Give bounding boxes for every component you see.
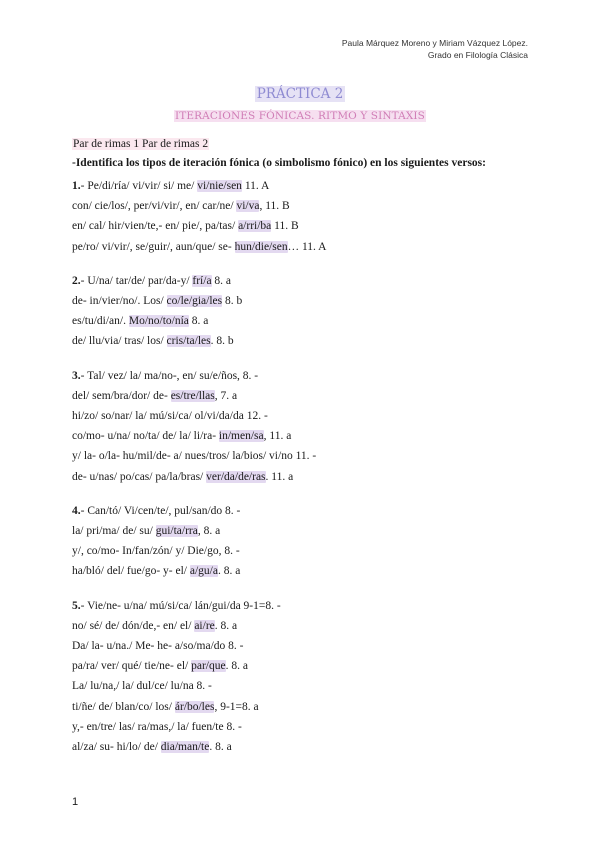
verse-text: al/za/ su- hi/lo/ de/	[72, 741, 161, 753]
verse-line	[72, 700, 259, 714]
verse-metrics: 11. A	[241, 180, 270, 192]
rhyme-highlight: ár/bo/les	[174, 700, 215, 713]
rhyme-highlight: hun/die/sen	[234, 240, 288, 253]
author-line: Paula Márquez Moreno y Miriam Vázquez López.	[341, 38, 528, 48]
verse-line	[72, 294, 242, 308]
verse-line	[72, 564, 240, 578]
verse-metrics: . 8. a	[209, 741, 232, 753]
verse-metrics: 11. B	[271, 220, 299, 233]
verse-metrics: 8. a	[211, 274, 232, 287]
verse-line	[72, 409, 268, 423]
verse-line	[72, 659, 248, 673]
verse-text: - Tal/ vez/ la/ ma/no-, en/ su/e/ños, 8. -	[80, 369, 259, 382]
verse-metrics: , 8. a	[197, 525, 221, 537]
subtitle-text: ITERACIONES FÓNICAS. RITMO Y SINTAXIS	[175, 110, 425, 122]
verse-line	[72, 389, 237, 403]
verse-metrics: , 9-1=8. a	[214, 700, 259, 713]
verse-metrics: 8. b	[222, 295, 243, 307]
stanza-number: 4.	[72, 504, 81, 517]
verse-text: en/ cal/ hir/vien/te,- en/ pie/, pa/tas/	[72, 220, 239, 233]
verse-text: pa/ra/ ver/ qué/ tie/ne- el/	[72, 660, 192, 673]
verse-line	[72, 639, 244, 653]
verse-line	[72, 599, 281, 613]
rhyme-highlight: vi/va	[236, 200, 260, 213]
verse-text: de- in/vier/no/. Los/	[72, 295, 167, 307]
rhyme-highlight: Mo/no/to/nía	[128, 315, 189, 328]
verse-line	[72, 199, 290, 213]
verse-metrics: . 11. a	[265, 470, 294, 483]
page-number: 1	[72, 796, 79, 808]
verse-line	[72, 619, 237, 633]
verse-line	[72, 240, 326, 254]
verse-line	[72, 369, 258, 383]
verse-metrics: , 7. a	[214, 389, 238, 402]
instruction: -Identifica los tipos de iteración fónica (o simbolismo fónico) en los siguientes versos:	[72, 157, 486, 169]
rhyme-highlight: vi/nie/sen	[197, 180, 242, 192]
verse-metrics: . 8. a	[225, 660, 248, 673]
rhyme-highlight: ver/da/de/ras	[206, 470, 266, 483]
verse-text: ti/ñe/ de/ blan/co/ los/	[72, 700, 175, 713]
verse-text: y/, co/mo- In/fan/zón/ y/ Die/go, 8. -	[72, 545, 240, 558]
verse-text: y/ la- o/la- hu/mil/de- a/ nues/tros/ la/bios/ vi/no 11. -	[72, 450, 317, 463]
rhyme-highlight: a/gu/a	[189, 565, 218, 578]
degree-line: Grado en Filología Clásica	[427, 50, 528, 60]
verse-line	[72, 740, 232, 754]
title-text: PRÁCTICA 2	[256, 86, 344, 102]
rhyme-highlight: es/tre/llas	[170, 389, 215, 402]
verse-text: es/tu/di/an/.	[72, 315, 129, 328]
verse-text: no/ sé/ de/ dón/de,- en/ el/	[72, 619, 195, 632]
verse-text: de- u/nas/ po/cas/ pa/la/bras/	[72, 470, 207, 483]
verse-metrics: … 11. A	[287, 240, 327, 253]
verse-text: Da/ la- u/na./ Me- he- a/so/ma/do 8. -	[72, 640, 244, 652]
verse-text: y,- en/tre/ las/ ra/mas,/ la/ fuen/te 8. -	[72, 720, 242, 733]
verse-line	[72, 334, 234, 348]
stanza-number: 1.	[72, 180, 81, 192]
verse-line	[72, 274, 231, 288]
verse-text: de/ llu/via/ tras/ los/	[72, 335, 167, 348]
verse-text: La/ lu/na,/ la/ dul/ce/ lu/na 8. -	[72, 680, 212, 693]
stanza-number: 5.	[72, 599, 81, 612]
rhyme-highlight: cris/ta/les	[166, 335, 211, 348]
rhyme-highlight: gui/ta/rra	[155, 525, 198, 537]
verse-metrics: . 8. b	[210, 335, 234, 348]
verse-line	[72, 720, 242, 734]
rhyme-highlight: a/rri/ba	[238, 220, 272, 233]
pair-label: Par de rimas 1 Par de rimas 2	[73, 138, 209, 150]
rhyme-highlight: ai/re	[194, 619, 215, 632]
verse-metrics: . 8. a	[214, 619, 238, 632]
verse-line	[72, 179, 269, 193]
verse-text: la/ pri/ma/ de/ su/	[72, 525, 156, 537]
verse-line	[72, 314, 208, 328]
verse-line	[72, 449, 316, 463]
rhyme-highlight: co/le/gia/les	[166, 295, 223, 307]
verse-text: ha/bló/ del/ fue/go- y- el/	[72, 565, 190, 578]
verse-metrics: . 8. a	[217, 565, 241, 578]
verse-text: - Can/tó/ Vi/cen/te/, pul/san/do 8. -	[80, 504, 241, 517]
verse-line	[72, 524, 220, 538]
verse-metrics: 8. a	[188, 315, 209, 328]
page-title	[0, 86, 600, 102]
verse-line	[72, 504, 240, 518]
verse-line	[72, 544, 240, 558]
verse-line	[72, 219, 299, 233]
verse-metrics: , 11. B	[259, 200, 290, 213]
stanza-number: 2.	[72, 274, 81, 287]
verse-text: del/ sem/bra/dor/ de-	[72, 389, 171, 402]
rhyme-highlight: in/men/sa	[218, 430, 264, 443]
rhyme-highlight: par/que	[191, 660, 226, 673]
verse-line	[72, 429, 291, 443]
verse-text: co/mo- u/na/ no/ta/ de/ la/ li/ra-	[72, 430, 219, 443]
verse-text: - Pe/di/ría/ vi/vir/ si/ me/	[80, 180, 198, 192]
verse-text: hi/zo/ so/nar/ la/ mú/si/ca/ ol/vi/da/da 12. -	[72, 410, 268, 422]
verse-text: con/ cie/los/, per/vi/vir/, en/ car/ne/	[72, 200, 237, 213]
stanza-number: 3.	[72, 369, 81, 382]
page-subtitle	[0, 110, 600, 122]
verse-text: pe/ro/ vi/vir/, se/guir/, aun/que/ se-	[72, 240, 235, 253]
verse-line	[72, 470, 293, 484]
rhyme-highlight: frí/a	[192, 274, 212, 287]
rhyme-highlight: dia/man/te	[160, 741, 210, 753]
verse-line	[72, 679, 212, 693]
verse-metrics: , 11. a	[263, 430, 292, 443]
verse-text: - Vie/ne- u/na/ mú/si/ca/ lán/gui/da 9-1=8. -	[80, 599, 281, 612]
verse-text: - U/na/ tar/de/ par/da-y/	[80, 274, 193, 287]
